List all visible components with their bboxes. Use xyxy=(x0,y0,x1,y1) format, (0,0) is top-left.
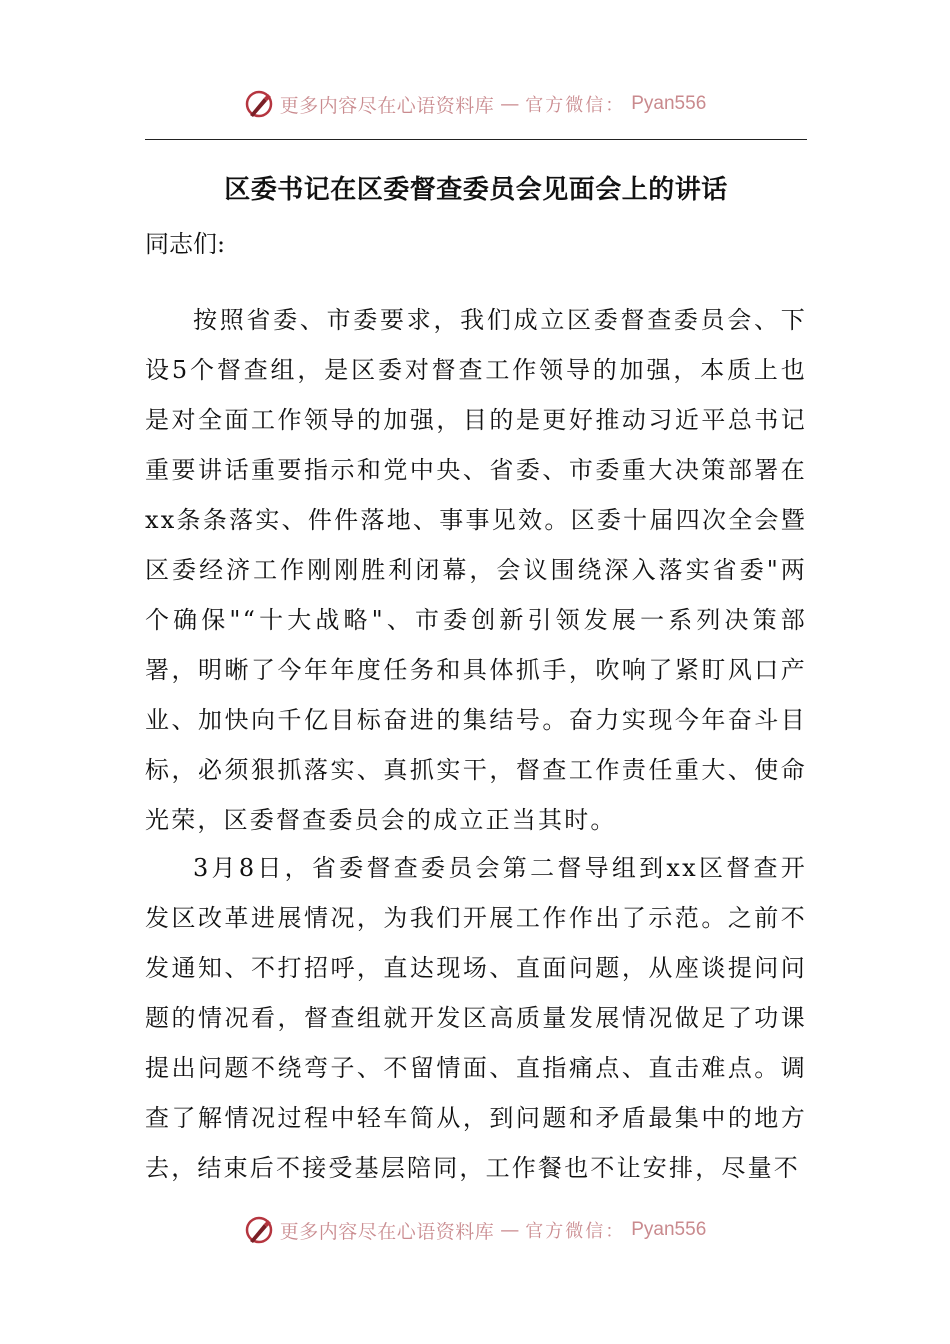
watermark-text: 更多内容尽在心语资料库 xyxy=(279,1220,495,1243)
watermark-dash: — xyxy=(500,1219,520,1241)
document-title: 区委书记在区委督查委员会见面会上的讲话 xyxy=(224,175,728,205)
watermark-dash: — xyxy=(500,93,520,115)
watermark-wechat-id: Pyan556 xyxy=(631,93,707,114)
pen-logo-icon xyxy=(244,1215,274,1245)
watermark-label: 官方微信： xyxy=(525,1221,626,1242)
paragraph-1: 按照省委、市委要求，我们成立区委督查委员会、下设5个督查组，是区委对督查工作领导的加强，本质上也是对全面工作领导的加强，目的是更好推动习近平总书记重要讲话重要指示和党中央、省委、市委重大决策部署在xx条条落实、件件落地、事事见效。区委十届四次全会暨区委经济工作刚刚胜利闭幕，会议围绕深入落实省委"两个确保"“十大战略"、市委创新引领发展一系列决策部署，明晰了今年年度任务和具体抓手，吹响了紧盯风口产业、加快向千亿目标奋进的集结号。奋力实现今年奋斗目标，必须狠抓落实、真抓实干，督查工作责任重大、使命光荣，区委督查委员会的成立正当其时。 xyxy=(145,306,807,834)
header-divider xyxy=(145,139,807,140)
paragraph-2: 3月8日，省委督查委员会第二督导组到xx区督查开发区改革进展情况，为我们开展工作作出了示范。之前不发通知、不打招呼，直达现场、直面问题，从座谈提问问题的情况看，督查组就开发区高质量发展情况做足了功课提出问题不绕弯子、不留情面、直指痛点、直击难点。调查了解情况过程中轻车简从，到问题和矛盾最集中的地方去，结束后不接受基层陪同，工作餐也不让安排，尽量不 xyxy=(145,854,807,1182)
header-watermark xyxy=(0,84,950,124)
pen-logo-icon xyxy=(244,89,274,119)
watermark-text: 更多内容尽在心语资料库 xyxy=(279,94,495,117)
footer-watermark xyxy=(0,1210,950,1250)
watermark-wechat-id: Pyan556 xyxy=(631,1219,707,1240)
watermark-label: 官方微信： xyxy=(525,95,626,116)
salutation: 同志们: xyxy=(145,230,226,258)
